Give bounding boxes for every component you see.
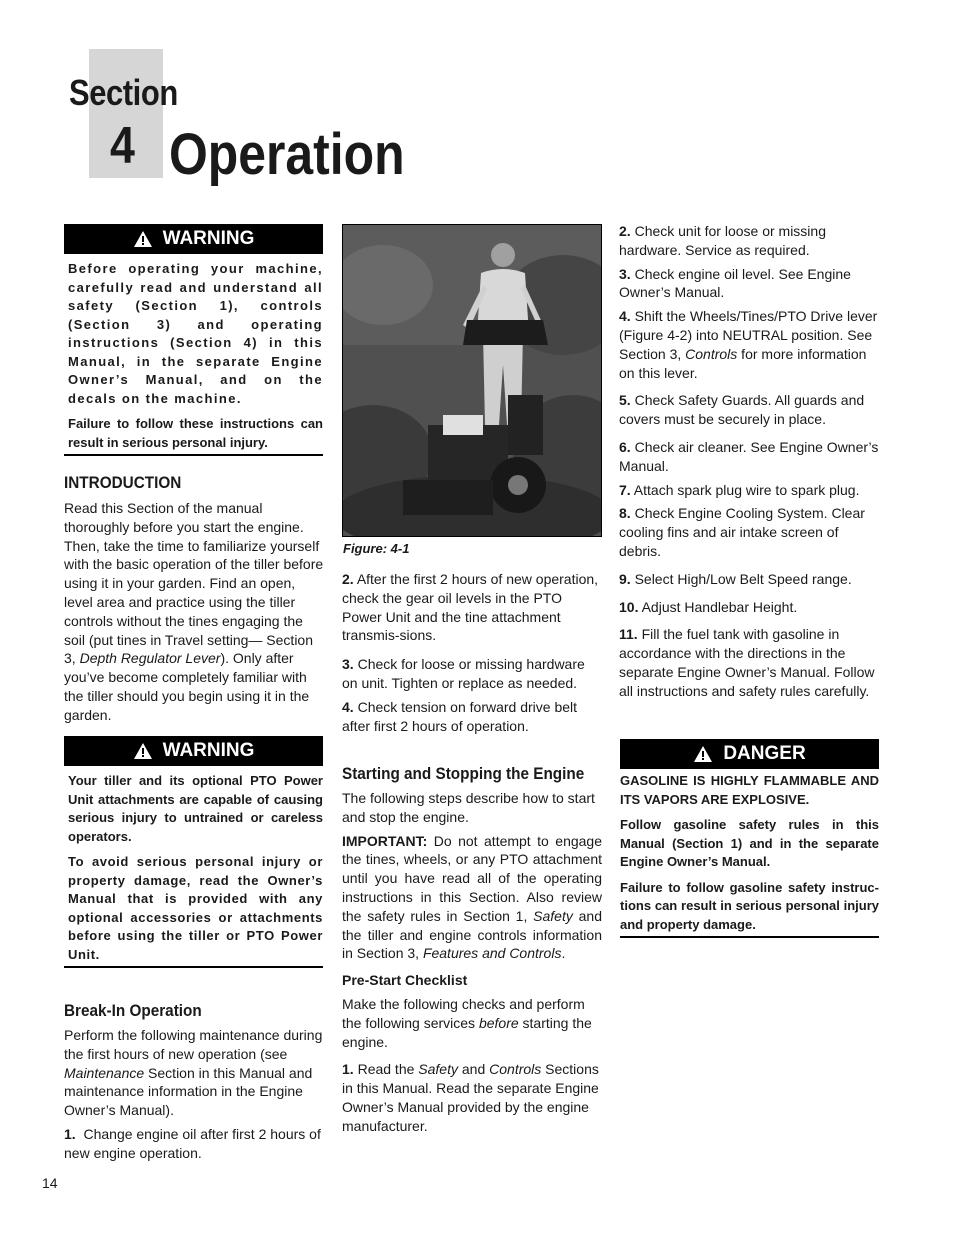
- text-run: Read the: [353, 1061, 419, 1078]
- item-number: 4.: [619, 308, 631, 325]
- checklist-continued: [619, 222, 881, 706]
- text-run: for more information on this lever.: [619, 345, 867, 381]
- text-run: and: [458, 1061, 490, 1078]
- page-number: 14: [42, 1175, 58, 1191]
- item-number: 10.: [619, 598, 639, 615]
- text-run-italic: Controls: [489, 1061, 542, 1078]
- item-number: 8.: [619, 505, 631, 522]
- text-run: starting the engine.: [342, 1014, 592, 1050]
- item-text: Attach spark plug wire to spark plug.: [630, 481, 860, 498]
- item-text: Check Safety Guards. All guards and covers must be securely in place.: [619, 392, 865, 428]
- important-label: IMPORTANT:: [342, 832, 428, 849]
- text-run: ). Only after you’ve become completely familiar with the tiller should you begin using it in the garden.: [64, 650, 310, 723]
- warning-triangle-icon: [133, 742, 153, 760]
- item-number: 1.: [342, 1061, 354, 1078]
- danger-paragraph: Follow gasoline safety rules in this Manual (Section 1) and in the separate Engine Owner’s Manual.: [620, 817, 879, 869]
- item-text: Check engine oil level. See Engine Owner’s Manual.: [619, 265, 851, 301]
- item-number: 5.: [619, 392, 631, 409]
- paragraph: The following steps describe how to start and stop the engine.: [342, 790, 595, 825]
- item-number: 9.: [619, 570, 631, 587]
- warning-paragraph: Before operating your machine, carefully read and understand all safety (Section 1), controls (Section 3) and operating instructions (Section 4) in this Manual, in the separate Engine Owner’s Manual, and on the decals on the machine.: [68, 261, 323, 406]
- item-text: Check tension on forward drive belt after first 2 hours of operation.: [342, 698, 578, 734]
- starting-text: [342, 789, 602, 968]
- item-number: 11.: [619, 626, 638, 643]
- text-run: Shift the Wheels/Tines/PTO Drive lever (Figure 4-2) into NEUTRAL position. See Section 3,: [619, 308, 878, 362]
- text-run: .: [561, 945, 566, 962]
- item-number: 2.: [342, 571, 354, 587]
- warning-label: WARNING: [162, 740, 255, 761]
- breakin-heading: Break-In Operation: [64, 1001, 202, 1020]
- text-run: Read this Section of the manual thoroughly before you start the engine. Then, take the time to familiarize yourself with the basic operation of the tiller before using it in your garden. Find an open, level area and practice using the tiller controls without the tines engaging the soil (put tines in Travel setting— Section 3,: [64, 500, 324, 667]
- text-run: Perform the following maintenance during the first hours of new operation (see: [64, 1027, 323, 1062]
- item-text: Check for loose or missing hardware on unit. Tighten or replace as needed.: [342, 656, 585, 691]
- danger-text: [620, 769, 879, 938]
- danger-banner: [620, 739, 879, 769]
- text-run-italic: before: [478, 1014, 519, 1031]
- text-run-italic: Safety: [418, 1061, 458, 1078]
- item-text: Change engine oil after first 2 hours of new engine operation.: [64, 1125, 321, 1161]
- warning-text: [64, 254, 323, 456]
- item-text: Select High/Low Belt Speed range.: [630, 570, 852, 587]
- text-run-italic: Maintenance: [64, 1064, 145, 1081]
- text-run: Sections in this Manual. Read the separate Engine Owner’s Manual provided by the engine manufacturer.: [342, 1061, 599, 1134]
- item-text: Check unit for loose or missing hardware. Service as required.: [619, 223, 826, 258]
- item-text: Check Engine Cooling System. Clear cooling fins and air intake screen of debris.: [619, 505, 865, 559]
- danger-box: [620, 739, 879, 938]
- item-number: 7.: [619, 481, 631, 498]
- warning-paragraph: To avoid serious personal injury or property damage, read the Owner’s Manual that is provided with any optional accessories or attachments before using the tiller or PTO Power Unit.: [68, 854, 323, 962]
- item-number: 2.: [619, 223, 631, 239]
- item-number: 3.: [619, 265, 631, 282]
- text-run: Section in this Manual and maintenance information in the Engine Owner’s Manual).: [64, 1064, 313, 1119]
- text-run: and the tiller and engine controls information in Section 3,: [342, 907, 603, 962]
- tiller-photo: [342, 224, 602, 537]
- section-number: 4: [110, 117, 135, 175]
- warning-box-1: [64, 224, 323, 456]
- warning-paragraph: Failure to follow these instructions can result in serious personal injury.: [68, 416, 323, 450]
- warning-label: WARNING: [162, 228, 255, 249]
- section-label: Section: [69, 72, 178, 113]
- danger-label: DANGER: [723, 743, 806, 764]
- page-title: Operation: [169, 122, 405, 187]
- item-number: 3.: [342, 656, 354, 673]
- text-run-italic: Controls: [685, 345, 738, 362]
- tiller-photo-illustration: [343, 225, 601, 536]
- item-text: Adjust Handlebar Height.: [638, 598, 798, 615]
- introduction-heading: INTRODUCTION: [64, 473, 182, 492]
- prestart-heading: Pre-Start Checklist: [342, 972, 468, 988]
- figure-caption: Figure: 4-1: [343, 541, 410, 556]
- text-run-italic: Safety: [533, 907, 573, 924]
- item-text: After the first 2 hours of new operation, check the gear oil levels in the PTO Power Unit and the tine attachment transmis-sions.: [342, 571, 599, 644]
- text-run-italic: Depth Regulator Lever: [79, 650, 221, 667]
- item-number: 6.: [619, 438, 631, 455]
- starting-heading: Starting and Stopping the Engine: [342, 764, 585, 783]
- breakin-text: [64, 1026, 326, 1168]
- item-text: Fill the fuel tank with gasoline in accordance with the directions in the separate Engine Owner’s Manual. Follow all instructions and safety rules carefully.: [619, 626, 875, 699]
- text-run-italic: Features and Controls: [422, 945, 562, 962]
- warning-triangle-icon: [133, 230, 153, 248]
- introduction-text: [64, 499, 325, 725]
- item-number: 1.: [64, 1125, 76, 1142]
- warning-text: [64, 766, 323, 968]
- warning-paragraph: Your tiller and its optional PTO Power Unit attachments are capable of causing serious injury to untrained or careless operators.: [68, 773, 323, 844]
- danger-paragraph: Failure to follow gasoline safety instruc-tions can result in serious personal injury and property damage.: [620, 879, 879, 932]
- prestart-text: [342, 995, 602, 1141]
- text-run: Make the following checks and perform the following services: [342, 996, 585, 1031]
- warning-box-2: [64, 736, 323, 968]
- warning-triangle-icon: [693, 745, 713, 763]
- danger-paragraph: GASOLINE IS HIGHLY FLAMMABLE AND ITS VAPORS ARE EXPLOSIVE.: [620, 773, 879, 807]
- warning-banner: [64, 736, 323, 766]
- text-run: Do not attempt to engage the tines, wheels, or any PTO attachment until you have read all of the operating instructions in this Section. Also review the safety rules in Section 1,: [342, 832, 602, 924]
- breakin-items-continued: [342, 570, 604, 740]
- warning-banner: [64, 224, 323, 254]
- item-number: 4.: [342, 698, 354, 715]
- item-text: Check air cleaner. See Engine Owner’s Manual.: [619, 438, 879, 474]
